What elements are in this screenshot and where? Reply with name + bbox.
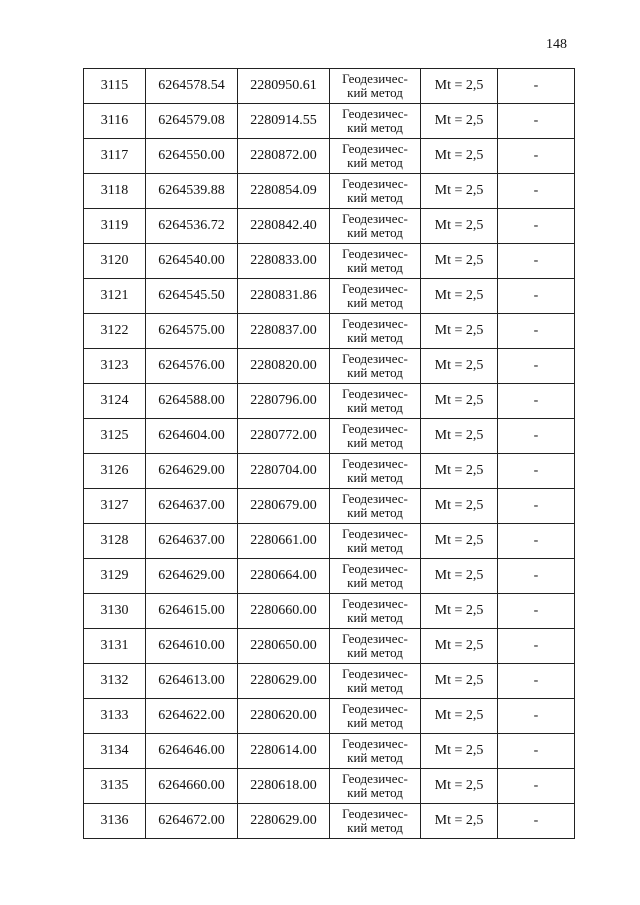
x-coordinate-cell: 6264588.00: [146, 384, 238, 419]
accuracy-cell: Mt = 2,5: [421, 279, 498, 314]
table-row: [84, 734, 575, 769]
x-coordinate-cell: 6264550.00: [146, 139, 238, 174]
method-cell: [330, 314, 421, 349]
point-id-cell: 3115: [84, 69, 146, 104]
method-line-2: кий метод: [347, 820, 403, 835]
accuracy-cell: Mt = 2,5: [421, 594, 498, 629]
point-id-cell: 3116: [84, 104, 146, 139]
y-coordinate-cell: 2280620.00: [238, 699, 330, 734]
y-coordinate-cell: 2280796.00: [238, 384, 330, 419]
x-coordinate-cell: 6264536.72: [146, 209, 238, 244]
coordinates-table-body: [84, 69, 575, 839]
accuracy-cell: Mt = 2,5: [421, 664, 498, 699]
method-line-1: Геодезичес-: [342, 596, 408, 611]
table-row: [84, 419, 575, 454]
method-cell: [330, 244, 421, 279]
table-row: [84, 139, 575, 174]
method-cell: [330, 734, 421, 769]
x-coordinate-cell: 6264578.54: [146, 69, 238, 104]
y-coordinate-cell: 2280820.00: [238, 349, 330, 384]
method-line-1: Геодезичес-: [342, 386, 408, 401]
x-coordinate-cell: 6264604.00: [146, 419, 238, 454]
method-cell: [330, 139, 421, 174]
y-coordinate-cell: 2280831.86: [238, 279, 330, 314]
y-coordinate-cell: 2280661.00: [238, 524, 330, 559]
x-coordinate-cell: 6264579.08: [146, 104, 238, 139]
point-id-cell: 3136: [84, 804, 146, 839]
method-line-1: Геодезичес-: [342, 736, 408, 751]
method-line-2: кий метод: [347, 120, 403, 135]
note-cell: -: [498, 769, 575, 804]
accuracy-cell: Mt = 2,5: [421, 559, 498, 594]
method-line-1: Геодезичес-: [342, 666, 408, 681]
method-cell: [330, 209, 421, 244]
table-row: [84, 104, 575, 139]
method-line-1: Геодезичес-: [342, 176, 408, 191]
point-id-cell: 3135: [84, 769, 146, 804]
y-coordinate-cell: 2280660.00: [238, 594, 330, 629]
y-coordinate-cell: 2280704.00: [238, 454, 330, 489]
note-cell: -: [498, 664, 575, 699]
method-line-1: Геодезичес-: [342, 316, 408, 331]
method-cell: [330, 699, 421, 734]
x-coordinate-cell: 6264615.00: [146, 594, 238, 629]
x-coordinate-cell: 6264672.00: [146, 804, 238, 839]
accuracy-cell: Mt = 2,5: [421, 804, 498, 839]
table-row: [84, 769, 575, 804]
method-line-2: кий метод: [347, 645, 403, 660]
table-row: [84, 559, 575, 594]
point-id-cell: 3124: [84, 384, 146, 419]
table-row: [84, 664, 575, 699]
y-coordinate-cell: 2280629.00: [238, 664, 330, 699]
method-cell: [330, 524, 421, 559]
method-cell: [330, 489, 421, 524]
accuracy-cell: Mt = 2,5: [421, 699, 498, 734]
method-line-1: Геодезичес-: [342, 631, 408, 646]
table-row: [84, 314, 575, 349]
point-id-cell: 3134: [84, 734, 146, 769]
x-coordinate-cell: 6264660.00: [146, 769, 238, 804]
method-line-1: Геодезичес-: [342, 701, 408, 716]
table-row: [84, 594, 575, 629]
x-coordinate-cell: 6264637.00: [146, 524, 238, 559]
accuracy-cell: Mt = 2,5: [421, 69, 498, 104]
table-row: [84, 349, 575, 384]
method-line-2: кий метод: [347, 750, 403, 765]
accuracy-cell: Mt = 2,5: [421, 454, 498, 489]
y-coordinate-cell: 2280650.00: [238, 629, 330, 664]
method-line-2: кий метод: [347, 680, 403, 695]
y-coordinate-cell: 2280679.00: [238, 489, 330, 524]
point-id-cell: 3131: [84, 629, 146, 664]
point-id-cell: 3121: [84, 279, 146, 314]
note-cell: -: [498, 524, 575, 559]
table-row: [84, 279, 575, 314]
method-line-2: кий метод: [347, 610, 403, 625]
table-row: [84, 489, 575, 524]
table-row: [84, 209, 575, 244]
point-id-cell: 3127: [84, 489, 146, 524]
y-coordinate-cell: 2280914.55: [238, 104, 330, 139]
method-line-1: Геодезичес-: [342, 141, 408, 156]
table-row: [84, 244, 575, 279]
method-line-1: Геодезичес-: [342, 806, 408, 821]
x-coordinate-cell: 6264622.00: [146, 699, 238, 734]
note-cell: -: [498, 349, 575, 384]
method-cell: [330, 804, 421, 839]
x-coordinate-cell: 6264539.88: [146, 174, 238, 209]
accuracy-cell: Mt = 2,5: [421, 104, 498, 139]
note-cell: -: [498, 594, 575, 629]
accuracy-cell: Mt = 2,5: [421, 244, 498, 279]
method-cell: [330, 559, 421, 594]
method-line-1: Геодезичес-: [342, 491, 408, 506]
accuracy-cell: Mt = 2,5: [421, 734, 498, 769]
method-line-2: кий метод: [347, 470, 403, 485]
method-line-1: Геодезичес-: [342, 456, 408, 471]
method-cell: [330, 769, 421, 804]
method-line-2: кий метод: [347, 435, 403, 450]
method-line-2: кий метод: [347, 260, 403, 275]
method-cell: [330, 594, 421, 629]
note-cell: -: [498, 69, 575, 104]
x-coordinate-cell: 6264575.00: [146, 314, 238, 349]
method-line-2: кий метод: [347, 400, 403, 415]
method-line-2: кий метод: [347, 295, 403, 310]
method-line-2: кий метод: [347, 575, 403, 590]
x-coordinate-cell: 6264629.00: [146, 454, 238, 489]
accuracy-cell: Mt = 2,5: [421, 489, 498, 524]
method-line-2: кий метод: [347, 225, 403, 240]
x-coordinate-cell: 6264629.00: [146, 559, 238, 594]
note-cell: -: [498, 139, 575, 174]
method-line-1: Геодезичес-: [342, 561, 408, 576]
y-coordinate-cell: 2280664.00: [238, 559, 330, 594]
point-id-cell: 3122: [84, 314, 146, 349]
point-id-cell: 3125: [84, 419, 146, 454]
point-id-cell: 3133: [84, 699, 146, 734]
y-coordinate-cell: 2280833.00: [238, 244, 330, 279]
accuracy-cell: Mt = 2,5: [421, 174, 498, 209]
method-cell: [330, 419, 421, 454]
accuracy-cell: Mt = 2,5: [421, 314, 498, 349]
note-cell: -: [498, 244, 575, 279]
method-line-1: Геодезичес-: [342, 106, 408, 121]
method-line-1: Геодезичес-: [342, 246, 408, 261]
x-coordinate-cell: 6264613.00: [146, 664, 238, 699]
accuracy-cell: Mt = 2,5: [421, 629, 498, 664]
method-line-1: Геодезичес-: [342, 526, 408, 541]
method-line-1: Геодезичес-: [342, 211, 408, 226]
table-row: [84, 69, 575, 104]
method-line-1: Геодезичес-: [342, 771, 408, 786]
y-coordinate-cell: 2280842.40: [238, 209, 330, 244]
method-cell: [330, 174, 421, 209]
accuracy-cell: Mt = 2,5: [421, 139, 498, 174]
y-coordinate-cell: 2280854.09: [238, 174, 330, 209]
method-cell: [330, 69, 421, 104]
y-coordinate-cell: 2280614.00: [238, 734, 330, 769]
accuracy-cell: Mt = 2,5: [421, 384, 498, 419]
table-row: [84, 174, 575, 209]
point-id-cell: 3132: [84, 664, 146, 699]
table-row: [84, 699, 575, 734]
accuracy-cell: Mt = 2,5: [421, 419, 498, 454]
y-coordinate-cell: 2280618.00: [238, 769, 330, 804]
method-line-1: Геодезичес-: [342, 71, 408, 86]
note-cell: -: [498, 314, 575, 349]
note-cell: -: [498, 699, 575, 734]
table-row: [84, 524, 575, 559]
method-cell: [330, 104, 421, 139]
x-coordinate-cell: 6264610.00: [146, 629, 238, 664]
y-coordinate-cell: 2280872.00: [238, 139, 330, 174]
note-cell: -: [498, 419, 575, 454]
accuracy-cell: Mt = 2,5: [421, 769, 498, 804]
method-cell: [330, 664, 421, 699]
accuracy-cell: Mt = 2,5: [421, 349, 498, 384]
table-row: [84, 804, 575, 839]
method-line-2: кий метод: [347, 190, 403, 205]
x-coordinate-cell: 6264545.50: [146, 279, 238, 314]
note-cell: -: [498, 734, 575, 769]
method-line-2: кий метод: [347, 505, 403, 520]
method-line-2: кий метод: [347, 715, 403, 730]
x-coordinate-cell: 6264540.00: [146, 244, 238, 279]
method-line-2: кий метод: [347, 785, 403, 800]
point-id-cell: 3118: [84, 174, 146, 209]
point-id-cell: 3129: [84, 559, 146, 594]
method-line-2: кий метод: [347, 155, 403, 170]
coordinates-table: [83, 68, 575, 839]
note-cell: -: [498, 454, 575, 489]
table-row: [84, 454, 575, 489]
method-line-2: кий метод: [347, 540, 403, 555]
table-row: [84, 384, 575, 419]
method-cell: [330, 279, 421, 314]
point-id-cell: 3126: [84, 454, 146, 489]
method-cell: [330, 349, 421, 384]
method-line-2: кий метод: [347, 330, 403, 345]
note-cell: -: [498, 174, 575, 209]
note-cell: -: [498, 489, 575, 524]
x-coordinate-cell: 6264576.00: [146, 349, 238, 384]
point-id-cell: 3128: [84, 524, 146, 559]
method-cell: [330, 629, 421, 664]
point-id-cell: 3119: [84, 209, 146, 244]
method-cell: [330, 454, 421, 489]
note-cell: -: [498, 209, 575, 244]
method-line-1: Геодезичес-: [342, 421, 408, 436]
x-coordinate-cell: 6264646.00: [146, 734, 238, 769]
point-id-cell: 3123: [84, 349, 146, 384]
method-line-1: Геодезичес-: [342, 351, 408, 366]
method-line-2: кий метод: [347, 85, 403, 100]
accuracy-cell: Mt = 2,5: [421, 209, 498, 244]
table-row: [84, 629, 575, 664]
point-id-cell: 3117: [84, 139, 146, 174]
y-coordinate-cell: 2280629.00: [238, 804, 330, 839]
x-coordinate-cell: 6264637.00: [146, 489, 238, 524]
method-line-1: Геодезичес-: [342, 281, 408, 296]
y-coordinate-cell: 2280950.61: [238, 69, 330, 104]
note-cell: -: [498, 629, 575, 664]
note-cell: -: [498, 384, 575, 419]
page-number: 148: [546, 37, 567, 52]
method-cell: [330, 384, 421, 419]
note-cell: -: [498, 104, 575, 139]
y-coordinate-cell: 2280837.00: [238, 314, 330, 349]
method-line-2: кий метод: [347, 365, 403, 380]
note-cell: -: [498, 559, 575, 594]
note-cell: -: [498, 804, 575, 839]
accuracy-cell: Mt = 2,5: [421, 524, 498, 559]
point-id-cell: 3120: [84, 244, 146, 279]
y-coordinate-cell: 2280772.00: [238, 419, 330, 454]
note-cell: -: [498, 279, 575, 314]
point-id-cell: 3130: [84, 594, 146, 629]
